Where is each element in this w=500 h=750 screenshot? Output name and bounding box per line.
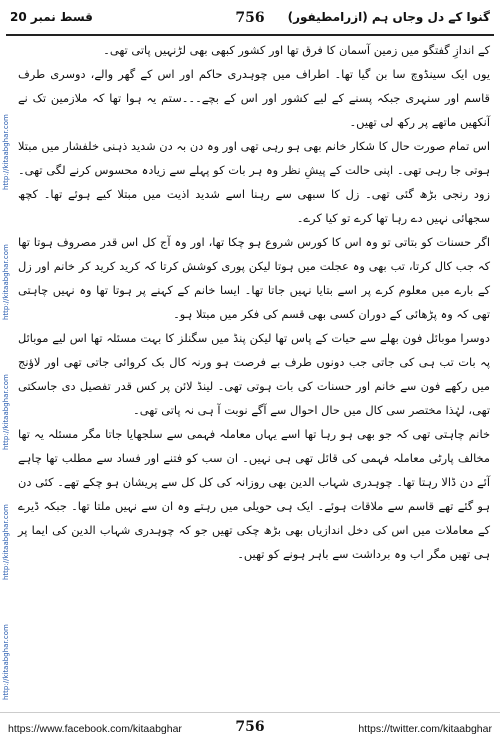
side-watermark: http://kitaabghar.com bbox=[2, 504, 10, 580]
paragraph: اس تمام صورت حال کا شکار خانم بھی ہو رہی تھی اور وہ دن بہ دن شدید ذہنی خلفشار میں مبتلا ہوتی جا رہی تھی۔ اپنی حالت کے پیشِ نظر وہ ہر بات کو پہلے سے زیادہ محسوس کرنے لگی تھی۔ زود رنجی بڑھ گئی تھی۔ زل کا سبھی سے رہنا اسے شدید اذیت میں مبتلا کیے ہوئے تھا۔ کچھ سجھائی نہیں دے رہا تھا کرے تو کیا کرے۔ bbox=[18, 139, 490, 225]
episode-label: قسط نمبر 20 bbox=[10, 10, 93, 24]
side-watermark: http://kitaabghar.com bbox=[2, 624, 10, 700]
side-watermark: http://kitaabghar.com bbox=[2, 374, 10, 450]
page-footer bbox=[0, 712, 500, 741]
side-watermark: http://kitaabghar.com bbox=[2, 244, 10, 320]
footer-page-number: 756 bbox=[235, 719, 265, 735]
paragraph: اگر حسنات کو بتاتی تو وہ اس کا کورس شروع ہو چکا تھا، اور وہ آج کل اس قدر مصروف ہوتا تھا کہ جب کال کرتا، تب بھی وہ عجلت میں ہوتا لیکن پوری کوشش کرتا کہ کرید کرید کر خانم اور زل کے بارے میں معلوم کرے پر اسے بتایا نہیں جاتا تھا۔ ایسا خانم کے کہنے پر ہوتا تھا وہ نہیں چاہتی تھی کہ وہ پڑھائی کے دوران کسی بھی قسم کی فکر میں مبتلا ہو۔ bbox=[18, 235, 490, 321]
paragraph: یوں ایک سینڈوچ سا بن گیا تھا۔ اطراف میں چوہدری حاکم اور اس کے گھر والے، دوسری طرف قاسم اور سنہری جبکہ پسنے کے لیے کشور اور اس کے بچے۔۔۔ستم یہ ہوا تھا کہ ملازمین تک نے آنکھیں ماتھے پر رکھ لی تھیں۔ bbox=[18, 67, 490, 129]
paragraph: خانم چاہتی تھی کہ جو بھی ہو رہا تھا اسے یہاں معاملہ فہمی سے سلجھایا جاتا مگر مسئلہ یہ تھا مخالف پارٹی معاملہ فہمی کی قائل تھی ہی نہیں۔ ان سب کو فتنے اور فساد سے مطلب تھا چاہے آئے دن ڈالا رہتا تھا۔ چوہدری شہاب الدین بھی روزانہ کی کل کل سے پریشان ہو چکے تھے۔ کئی دن ہو گئے تھے قاسم سے ملاقات ہوئے۔ ایک ہی حویلی میں رہتے وہ ان سے نہیں ملتا تھا۔ جبکہ ڈیرے کے معاملات میں اس کی دخل اندازیاں بھی بڑھ چکی تھیں جو کہ چوہدری شہاب الدین کی ایما پر ہی تھیں مگر اب وہ برداشت سے باہر ہونے کو تھیں۔ bbox=[18, 427, 490, 561]
facebook-link[interactable]: https://www.facebook.com/kitaabghar bbox=[8, 723, 182, 735]
side-watermark: http://kitaabghar.com bbox=[2, 114, 10, 190]
page-header bbox=[6, 8, 494, 36]
paragraph: دوسرا موبائل فون بھلے سے حیات کے پاس تھا لیکن پنڈ میں سگنلز کا بہت مسئلہ تھا اس لیے موبائل پہ بات تب ہی کی جاتی جب دونوں طرف بے فرصت ہو ورنہ کال بک کروائی جاتی تھی اور لاؤنج میں رکھے فون سے خانم اور حسنات کی بات ہوتی تھی۔ لینڈ لائن پر کس قدر تفصیل دی جاسکتی تھی، لہٰذا مختصر سی کال میں حال احوال سے آگے نوبت آ ہی نہ پاتی تھی۔ bbox=[18, 331, 490, 417]
twitter-link[interactable]: https://twitter.com/kitaabghar bbox=[358, 723, 492, 735]
novel-title: گنوا کے دل وجاں ہم (ازرامطیفور) bbox=[287, 10, 490, 24]
header-page-number: 756 bbox=[235, 10, 265, 26]
paragraph: کے اندازِ گفتگو میں زمین آسمان کا فرق تھا اور کشور کبھی بھی لڑنہیں پاتی تھی۔ bbox=[103, 43, 490, 57]
story-text bbox=[18, 38, 490, 698]
side-watermark-strip bbox=[2, 60, 14, 700]
